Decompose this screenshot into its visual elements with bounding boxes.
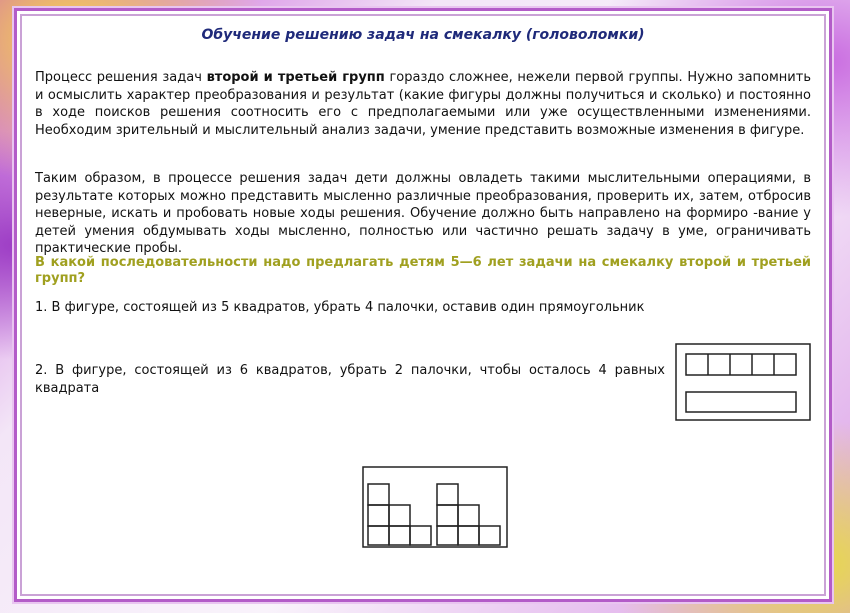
paragraph-1-end: гораздо сложнее, нежели первой группы. Нужно запомнить и осмыслить характер преобразования и результат (какие фигуры должны получиться и сколько) и постоянно в ходе поисков решения соотносить его с предполагаемыми или уже осуществленными изменениями. Необходим зрительный и мыслительный анализ задачи, умение представить возможные изменения в фигуре. [35,70,811,138]
paragraph-1 [35,69,811,139]
figure-frame [676,344,810,420]
figure-six-squares [362,466,508,548]
paragraph-2: Таким образом, в процессе решения задач дети должны овладеть такими мыслительными операциями, в результате которых можно представить мысленно различные преобразования, проверить их, затем, отбросив неверные, искать и пробовать новые ходы решения. Обучение должно быть направлено на формиро -вание у детей умения обдумывать ходы мысленно, полностью или частично решать задачу в уме, ограничивать практические пробы. [35,171,811,256]
question-text: В какой последовательности надо предлагать детям 5—6 лет задачи на смекалку второй и третьей групп? [35,255,811,286]
paragraph-1-bold: второй и третьей групп [206,70,385,85]
task-2-text: 2. В фигуре, состоящей из 6 квадратов, убрать 2 палочки, чтобы осталось 4 равных квадрата [35,363,665,396]
figure-frame [363,467,507,547]
figure-five-squares [675,343,811,421]
content-panel [14,8,832,602]
task-1-text: 1. В фигуре, состоящей из 5 квадратов, убрать 4 палочки, оставив один прямоугольник [35,300,645,315]
page-title: Обучение решению задач на смекалку (головоломки) [201,27,645,43]
paragraph-1-start: Процесс решения задач [35,70,207,85]
